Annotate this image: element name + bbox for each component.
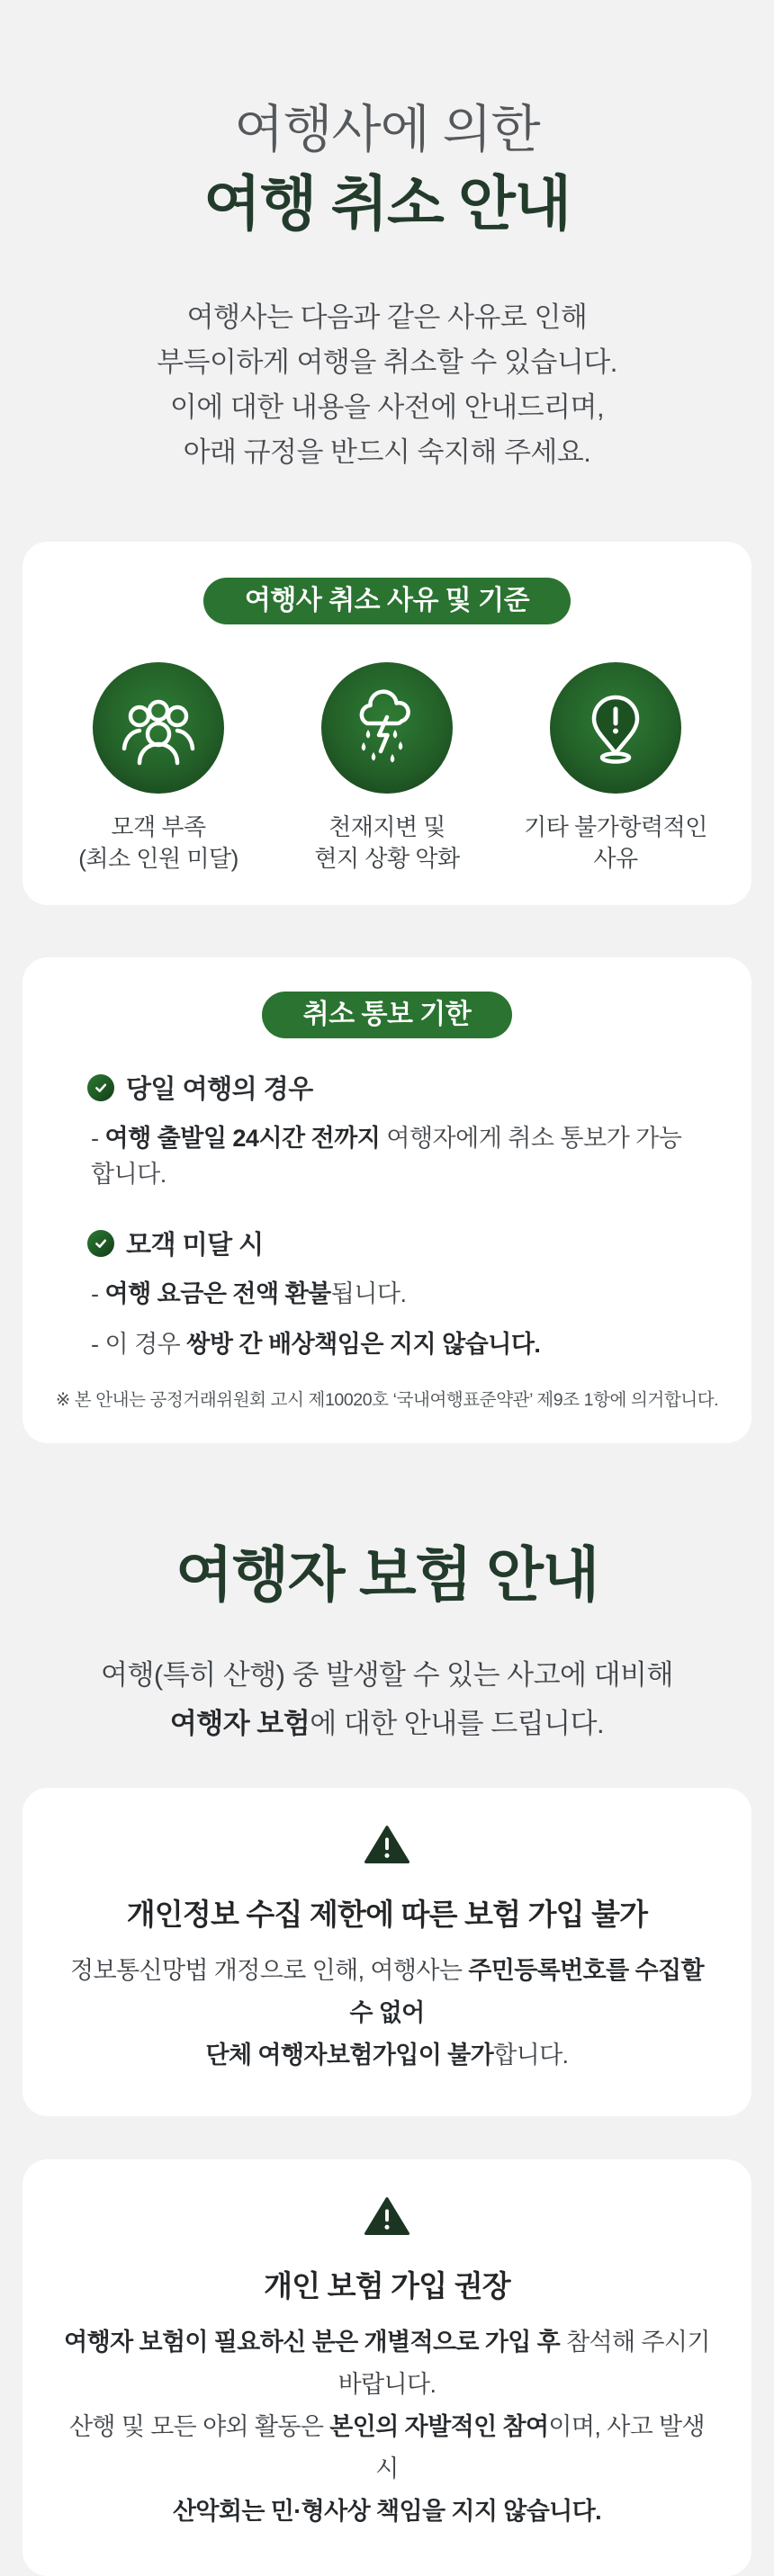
deadline-line: - 이 경우 쌍방 간 배상책임은 지지 않습니다. <box>91 1331 541 1359</box>
check-circle-icon <box>87 1074 114 1101</box>
warning-card-body <box>58 1950 716 2077</box>
intro-line: 부득이하게 여행을 취소할 수 있습니다. <box>157 346 617 379</box>
insurance-intro <box>0 1651 774 1748</box>
deadline-heading-same-day: 당일 여행의 경우 <box>87 1069 701 1106</box>
warning-line: 여행자 보험이 필요하신 분은 개별적으로 가입 후 참석해 주시기 바랍니다. <box>64 2328 710 2398</box>
deadline-badge: 취소 통보 기한 <box>262 992 513 1038</box>
warning-line: 산악회는 민·형사상 책임을 지지 않습니다. <box>172 2497 602 2525</box>
intro-line: 아래 규정을 반드시 숙지해 주세요. <box>183 436 591 469</box>
reason-label: 기타 불가항력적인 사유 <box>524 813 707 873</box>
warning-line: 단체 여행자보험가입이 불가합니다. <box>205 2041 569 2069</box>
warning-triangle-icon <box>364 1824 410 1865</box>
warning-card-title: 개인정보 수집 제한에 따른 보험 가입 불가 <box>126 1897 648 1931</box>
deadline-heading-understaffed: 모객 미달 시 <box>87 1225 701 1261</box>
insurance-intro-line: 여행자 보험에 대한 안내를 드립니다. <box>169 1707 605 1739</box>
warning-line: 산행 및 모든 야외 활동은 본인의 자발적인 참여이며, 사고 발생 시 <box>68 2412 706 2482</box>
people-group-icon <box>93 662 224 794</box>
warning-card-title: 개인 보험 가입 권장 <box>264 2268 510 2302</box>
reasons-row <box>22 662 752 875</box>
warning-triangle-icon <box>364 2195 410 2237</box>
personal-insurance-card <box>22 2159 752 2576</box>
intro-line: 이에 대한 내용을 사전에 안내드리며, <box>169 391 605 424</box>
legal-footnote: ※ 본 안내는 공정거래위원회 고시 제10020호 ‘국내여행표준약관’ 제9조 1항에 의거합니다. <box>55 1390 719 1411</box>
reason-item-understaffed <box>44 662 273 875</box>
insurance-title: 여행자 보험 안내 <box>176 1541 598 1609</box>
deadline-line: - 여행 요금은 전액 환불됩니다. <box>91 1280 407 1308</box>
insurance-intro-line: 여행(특히 산행) 중 발생할 수 있는 사고에 대비해 <box>101 1658 673 1691</box>
reasons-badge: 여행사 취소 사유 및 기준 <box>203 578 571 624</box>
warning-card-body <box>58 2321 716 2533</box>
reason-item-weather <box>273 662 501 875</box>
check-circle-icon <box>87 1230 114 1257</box>
cancel-eyebrow: 여행사에 의한 <box>234 101 540 158</box>
reason-label: 모객 부족 (최소 인원 미달) <box>78 813 238 873</box>
insurance-restriction-card <box>22 1788 752 2116</box>
intro-line: 여행사는 다음과 같은 사유로 인해 <box>186 301 588 334</box>
cancel-title: 여행 취소 안내 <box>203 169 571 237</box>
cancel-deadline-card <box>22 957 752 1443</box>
reason-item-force-majeure <box>501 662 730 875</box>
deadline-line: - 여행 출발일 24시간 전까지 여행자에게 취소 통보가 가능합니다. <box>91 1125 682 1189</box>
cancel-reasons-card <box>22 542 752 905</box>
reason-label: 천재지변 및 현지 상황 악화 <box>314 813 460 873</box>
warning-line: 정보통신망법 개정으로 인해, 여행사는 주민등록번호를 수집할 수 없어 <box>70 1956 704 2026</box>
cancel-intro <box>0 295 774 475</box>
storm-cloud-icon <box>321 662 453 794</box>
map-pin-alert-icon <box>550 662 681 794</box>
